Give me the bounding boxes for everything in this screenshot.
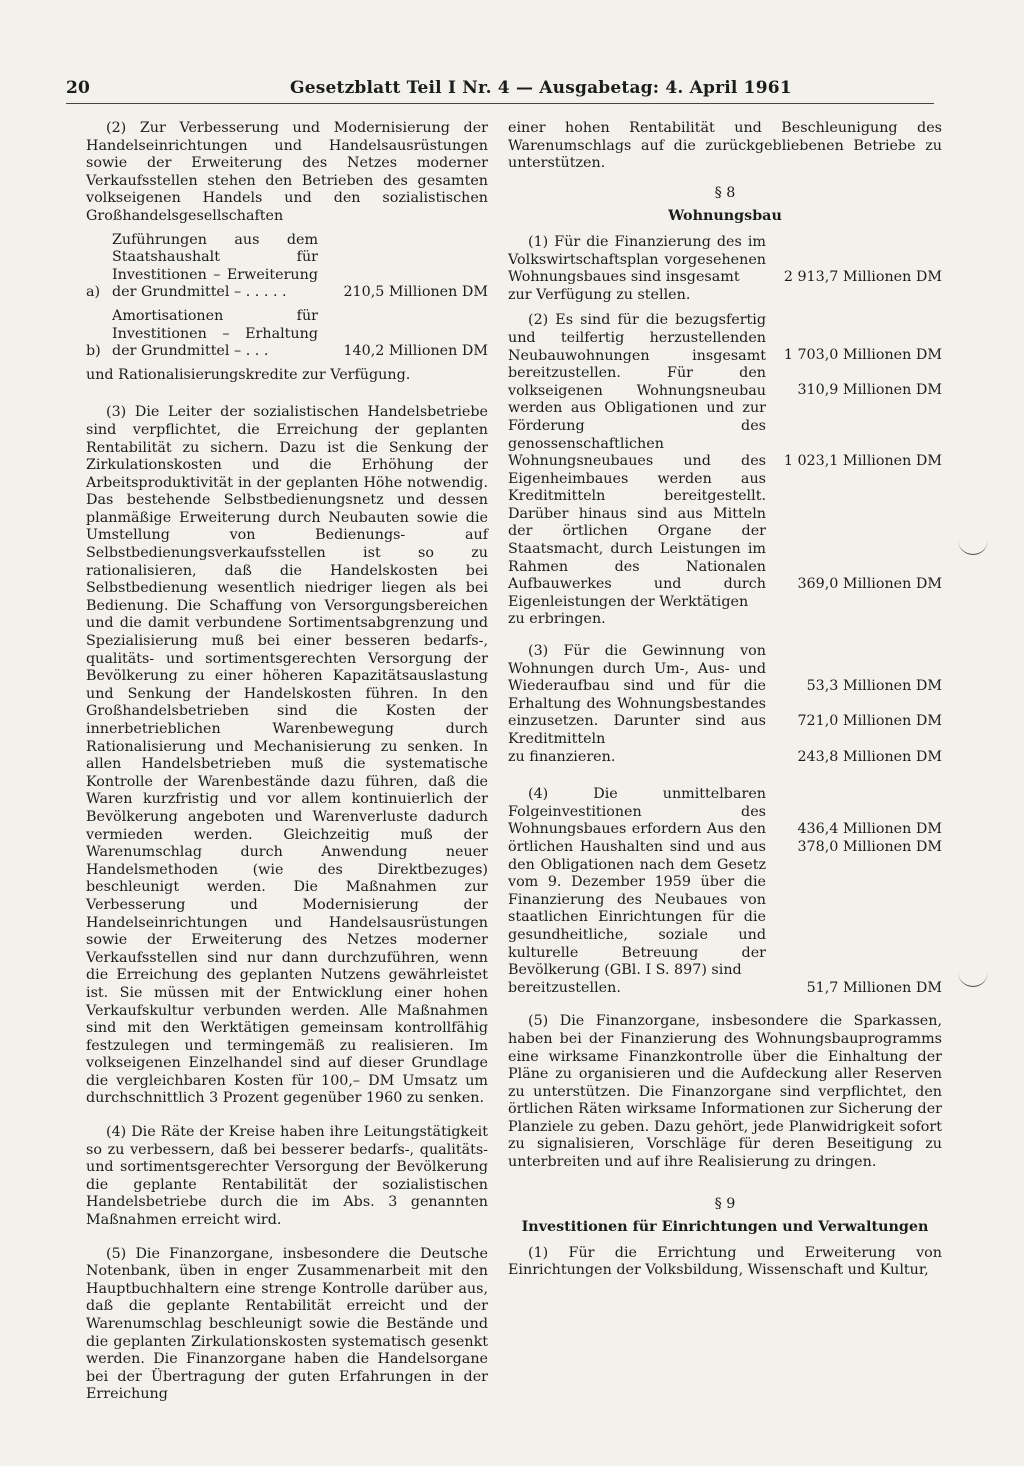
paragraph-2-end: und Rationalisierungskredite zur Verfügung. (86, 366, 411, 383)
s8-p2-amount-obligations: 310,9 Millionen DM (797, 382, 942, 399)
allocation-item-a (86, 232, 488, 302)
s8-p4-amount-obligations: 51,7 Millionen DM (806, 980, 942, 997)
s8-p4-end: bereitzustellen. (508, 979, 621, 996)
left-column (86, 120, 488, 1420)
right-column (508, 120, 942, 1296)
s8-p1-end: zur Verfügung zu stellen. (508, 286, 691, 303)
s8-p4-block (508, 786, 942, 1013)
section-9-title: Investitionen für Einrichtungen und Verwaltungen (521, 1219, 929, 1236)
item-b-label: Amortisationen für Investitionen – Erhaltung der Grundmittel – . . . (112, 307, 318, 360)
continuation-text: einer hohen Rentabilität und Beschleunigung des Warenumschlags auf die zurückgebliebenen Betriebe zu unterstützen. (508, 120, 942, 172)
section-8-number: § 8 (714, 184, 736, 201)
page-number: 20 (66, 78, 91, 98)
item-a-letter: a) (86, 284, 101, 301)
s8-p3-text (508, 643, 766, 786)
s8-p2-amount-credit: 1 023,1 Millionen DM (783, 453, 942, 470)
s8-p2-end: zu erbringen. (508, 611, 606, 628)
s8-p2-amount-total: 1 703,0 Millionen DM (783, 347, 942, 364)
allocation-item-b (86, 308, 488, 361)
margin-mark (958, 540, 988, 555)
s8-p1-label: (1) Für die Finanzierung des im Volkswirtschaftsplan vorgesehenen Wohnungsbaues sind insgesamt (508, 233, 766, 286)
s8-p4-text (508, 786, 766, 1013)
s8-p2-block (508, 312, 942, 643)
paragraph-4: (4) Die Räte der Kreise haben ihre Leitungstätigkeit so zu verbessern, daß bei besserer bedarfs-, qualitäts- und sortimentsgerechter Versorgung der Bevölkerung die geplante Rentabilität der sozialistischen Handelsbetriebe durch die im Abs. 3 genannten Maßnahmen erreicht wird. (86, 1124, 488, 1229)
section-9-number: § 9 (714, 1195, 736, 1212)
page-header (66, 78, 934, 104)
s8-p4-amount-total: 436,4 Millionen DM (797, 821, 942, 838)
s8-p2-amount-local: 369,0 Millionen DM (797, 576, 942, 593)
s8-p3-amount-maintenance: 721,0 Millionen DM (797, 713, 942, 730)
header-rule (66, 103, 934, 104)
s8-p4-amount-local: 378,0 Millionen DM (797, 839, 942, 856)
paragraph-3: (3) Die Leiter der sozialistischen Handelsbetriebe sind verpflichtet, die Erreichung der geplanten Rentabilität zu sichern. Dazu ist die Senkung der Zirkulationskosten und die Erhöhung der Arbeitsproduktivität in der geplanten Höhe notwendig. Das bestehende Selbstbedienungsnetz und dessen planmäßige Erweiterung durch Neubauten sowie die Umstellung von Bedienungs- auf Selbstbedienungsverkaufsstellen ist so zu rationalisieren, daß die Handelskosten bei Selbstbedienung wesentlich niedriger liegen als bei Bedienung. Die Schaffung von Versorgungsbereichen und die damit verbundene Sortimentsabgrenzung und Spezialisierung muß bei einer besseren bedarfs-, qualitäts- und sortimentsgerechten Versorgung der Bevölkerung zu einer höheren Kapazitätsauslastung und Senkung der Handelskosten führen. In den Großhandelsbetrieben sind die Kosten der innerbetrieblichen Warenbewegung durch Rationalisierung und Mechanisierung zu senken. In allen Handelsbetrieben muß die systematische Kontrolle der Warenbestände dazu führen, daß die Waren kurzfristig und vor allem kontinuierlich der Bevölkerung angeboten und Warenverluste dadurch vermieden werden. Gleichzeitig muß der Warenumschlag durch Anwendung neuer Handelsmethoden (wie des Direktbezuges) beschleunigt werden. Die Maßnahmen zur Verbesserung und Modernisierung der Handelseinrichtungen und Handelsausrüstungen sowie der Erweiterung des Netzes moderner Verkaufsstellen sind nur dann durchzuführen, wenn die Erreichung des geplanten Nutzens gewährleistet ist. Sie müssen mit der Entwicklung einer hohen Verkaufskultur verbunden werden. Alle Maßnahmen sind mit den Werktätigen gemeinsam kontrollfähig festzulegen und termingemäß zu realisieren. Im volkseigenen Einzelhandel sind auf dieser Grundlage die vergleichbaren Kosten für 100,– DM Umsatz um durchschnittlich 3 Prozent gegenüber 1960 zu senken. (86, 404, 488, 1107)
s8-paragraph-5: (5) Die Finanzorgane, insbesondere die Sparkassen, haben bei der Finanzierung des Wohnungsbauprogramms eine wirksame Finanzkontrolle über die Einhaltung der Pläne zu organisieren und die Aufdeckung aller Reserven zu unterstützen. Die Finanzorgane sind verpflichtet, den örtlichen Räten wirksame Informationen zur Sicherung der Planziele zu geben. Dazu gehört, jede Planwidrigkeit sofort zu signalisieren, Vorschläge für deren Beseitigung zu unterbreiten und auf ihre Realisierung zu dringen. (508, 1013, 942, 1171)
item-b-amount: 140,2 Millionen DM (343, 343, 488, 360)
s8-p4-body: (4) Die unmittelbaren Folgeinvestitionen des Wohnungsbaues erfordern Aus den örtlichen Haushalten sind und aus den Obligationen nach dem Gesetz vom 9. Dezember 1959 über die Finanzierung des Neubaues von staatlichen Einrichtungen für die gesundheitliche, soziale und kulturelle Betreuung der Bevölkerung (GBl. I S. 897) sind (508, 786, 766, 979)
s8-p1-amount: 2 913,7 Millionen DM (783, 269, 942, 286)
s8-p3-block (508, 643, 942, 786)
item-a-amount: 210,5 Millionen DM (343, 284, 488, 301)
s8-p3-body: (3) Für die Gewinnung von Wohnungen durch Um-, Aus- und Wiederaufbau sind und für die Erhaltung des Wohnungsbestandes einzusetzen. Darunter sind aus Kreditmitteln (508, 643, 766, 747)
s8-p3-amount-reconstruction: 53,3 Millionen DM (806, 678, 942, 695)
s8-p3-end: zu finanzieren. (508, 748, 616, 765)
s8-p2-body: (2) Es sind für die bezugsfertig und teilfertig herzustellenden Neubauwohnungen insgesamt bereitzustellen. Für den volkseigenen Wohnungsneubau werden aus Obligationen und zur Förderung des genossenschaftlichen Wohnungsneubaues und des Eigenheimbaues werden aus Kreditmitteln bereitgestellt. Darüber hinaus sind aus Mitteln der örtlichen Organe der Staatsmacht, durch Leistungen im Rahmen des Nationalen Aufbauwerkes und durch Eigenleistungen der Werktätigen (508, 312, 766, 610)
gazette-title: Gesetzblatt Teil I Nr. 4 — Ausgabetag: 4. April 1961 (290, 78, 792, 98)
s8-p3-amount-credit: 243,8 Millionen DM (797, 749, 942, 766)
s8-p2-text (508, 312, 766, 643)
margin-mark (958, 972, 988, 987)
paragraph-5: (5) Die Finanzorgane, insbesondere die Deutsche Notenbank, üben in enger Zusammenarbeit mit den Hauptbuchhaltern eine strenge Kontrolle darüber aus, daß die geplante Rentabilität erreicht und der Warenumschlag beschleunigt sowie die Bestände und die geplanten Zirkulationskosten systematisch gesenkt werden. Die Finanzorgane haben die Handelsorgane bei der Übertragung der guten Erfahrungen in der Erreichung (86, 1245, 488, 1403)
s8-p1-row (508, 234, 942, 287)
item-a-label: Zuführungen aus dem Staatshaushalt für Investitionen – Erweiterung der Grundmittel – . . . . . (112, 231, 318, 301)
paragraph-2-intro: (2) Zur Verbesserung und Modernisierung der Handelseinrichtungen und Handelsausrüstungen sowie der Erweiterung des Netzes moderner Verkaufsstellen stehen den Betrieben des gesamten volkseigenen Handels und den sozialistischen Großhandelsgesellschaften (86, 120, 488, 224)
s9-paragraph-1: (1) Für die Errichtung und Erweiterung von Einrichtungen der Volksbildung, Wissenschaft und Kultur, (508, 1244, 942, 1279)
section-8-title: Wohnungsbau (668, 208, 782, 225)
item-b-letter: b) (86, 343, 101, 360)
